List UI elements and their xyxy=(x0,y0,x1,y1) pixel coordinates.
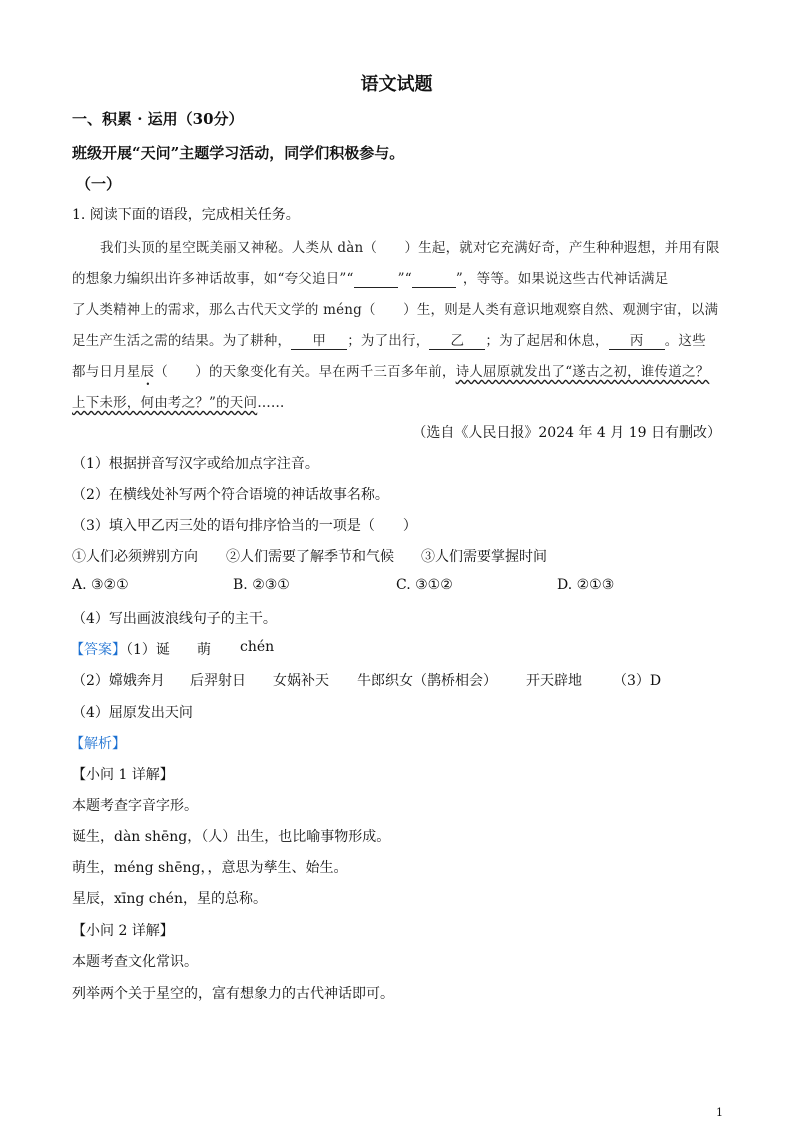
choice-a: A. ③②① xyxy=(72,577,129,593)
choice-b: B. ②③① xyxy=(233,577,290,593)
blank-jia: 甲 xyxy=(291,329,347,350)
analysis-label: 【解析】 xyxy=(70,736,126,752)
task-4: （4）写出画波浪线句子的主干。 xyxy=(72,611,277,627)
wavy-sentence-part-2: 上下未形，何由考之？”的天问 xyxy=(72,395,258,411)
emphasis-dot: • xyxy=(145,380,151,389)
wavy-sentence-part-1: 诗人屈原就发出了“遂古之初，谁传道之？ xyxy=(455,364,710,380)
analysis-text: 列举两个关于星空的，富有想象力的古代神话即可。 xyxy=(72,986,394,1002)
answer-label: 【答案】 xyxy=(70,642,126,658)
myth-blank-1 xyxy=(354,271,398,288)
passage-text: …… xyxy=(257,395,285,411)
passage-line-3: 了人类精神上的需求，那么古代天文学的 méng（ ）生，则是人类有意识地观察自然、观测宇宙，以满 xyxy=(72,302,719,318)
passage-line-4 xyxy=(72,329,706,350)
statement-2: ②人们需要了解季节和气候 xyxy=(226,549,394,565)
page-title: 语文试题 xyxy=(360,74,433,95)
passage-line-1: 我们头顶的星空既美丽又神秘。人类从 dàn（ ）生起，就对它充满好奇，产生种种遐想，并用有限 xyxy=(100,240,720,256)
analysis-text: 诞生，dàn shēng，（人）出生，也比喻事物形成。 xyxy=(72,829,391,845)
analysis-text: 本题考查文化常识。 xyxy=(72,954,198,970)
statement-1: ①人们必须辨别方向 xyxy=(72,549,198,565)
passage-text: ；为了出行， xyxy=(347,333,430,349)
analysis-subheading: 【小问 1 详解】 xyxy=(72,767,174,783)
answer-item: chén xyxy=(240,639,275,655)
task-2: （2）在横线处补写两个符合语境的神话故事名称。 xyxy=(72,487,389,503)
passage-text: ”，等等。如果说这些古代神话满足 xyxy=(455,271,669,287)
answer-item: 萌 xyxy=(197,642,211,658)
passage-text: （ ）的天象变化有关。早在两千三百多年前， xyxy=(154,364,456,380)
question-1-prompt: 1. 阅读下面的语段，完成相关任务。 xyxy=(72,207,300,223)
dotted-char xyxy=(140,364,155,389)
answer-item: 女娲补天 xyxy=(273,673,329,689)
passage-text: 足生产生活之需的结果。为了耕种， xyxy=(72,333,292,349)
passage-text: 。这些 xyxy=(664,333,706,349)
passage-line-2 xyxy=(72,267,668,288)
analysis-subheading: 【小问 2 详解】 xyxy=(72,923,174,939)
passage-text: ”“ xyxy=(397,271,412,287)
answer-item: （1）诞 xyxy=(126,642,170,658)
analysis-text: 本题考查字音字形。 xyxy=(72,798,198,814)
blank-bing: 丙 xyxy=(609,329,665,350)
answer-item: （2）嫦娥奔月 xyxy=(72,673,165,689)
passage-text: 的想象力编织出许多神话故事，如“夸父追日”“ xyxy=(72,271,354,287)
analysis-text: 星辰，xīng chén，星的总称。 xyxy=(72,891,267,907)
choice-c: C. ③①② xyxy=(396,577,453,593)
answer-item: （4）屈原发出天问 xyxy=(72,705,193,721)
passage-text: 都与日月星 xyxy=(72,364,141,380)
passage-source: （选自《人民日报》2024 年 4 月 19 日有删改） xyxy=(412,425,721,441)
part-label: （一） xyxy=(76,175,122,193)
answer-item: 牛郎织女（鹊桥相会） xyxy=(357,673,497,689)
dotted-char-text: 辰 xyxy=(140,364,155,380)
task-3: （3）填入甲乙丙三处的语句排序恰当的一项是（ ） xyxy=(72,518,417,534)
task-1: （1）根据拼音写汉字或给加点字注音。 xyxy=(72,456,319,472)
page-number: 1 xyxy=(716,1106,723,1119)
answer-line-1 xyxy=(70,639,170,659)
myth-blank-2 xyxy=(412,271,456,288)
answer-item: 后羿射日 xyxy=(190,673,246,689)
section-heading: 一、积累 · 运用（30分） xyxy=(72,110,244,128)
passage-line-6 xyxy=(72,391,285,411)
passage-text: ；为了起居和休息， xyxy=(485,333,609,349)
passage-line-5 xyxy=(72,360,710,389)
activity-intro: 班级开展“天问”主题学习活动，同学们积极参与。 xyxy=(72,144,405,162)
answer-item: （3）D xyxy=(613,673,662,689)
analysis-text: 萌生，méng shēng，，意思为孳生、始生。 xyxy=(72,860,348,876)
blank-yi: 乙 xyxy=(429,329,485,350)
answer-item: 开天辟地 xyxy=(526,673,582,689)
statement-3: ③人们需要掌握时间 xyxy=(421,549,547,565)
choice-d: D. ②①③ xyxy=(557,577,615,593)
